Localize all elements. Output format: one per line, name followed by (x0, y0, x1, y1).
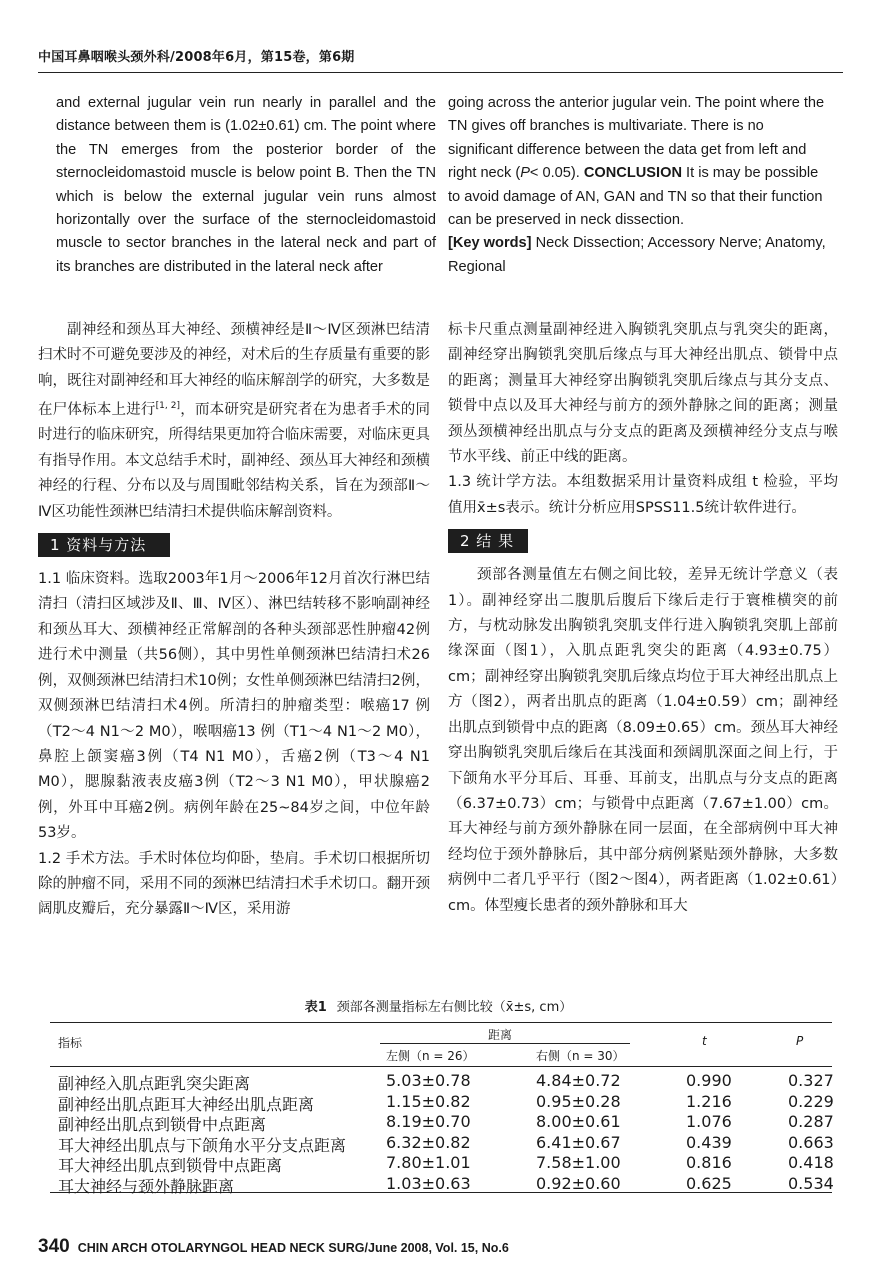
abstract-en-text: going across the anterior jugular vein. The point where the TN gives off branches is multivariate. There is no significant difference between the data get from left and right neck ( (448, 95, 825, 182)
table-header-left: 左侧（n = 26） (386, 1049, 475, 1063)
table-header-right: 右侧（n = 30） (536, 1049, 625, 1063)
table-group-rule (380, 1043, 630, 1044)
running-header: 中国耳鼻咽喉头颈外科/2008年6月，第15卷，第6期 (38, 50, 355, 65)
table-cell-left: 6.32±0.82 (386, 1132, 471, 1152)
keywords-line (448, 232, 828, 279)
table-cell-p: 0.327 (788, 1071, 834, 1090)
body-left-column (38, 318, 430, 923)
table-header-group: 距离 (488, 1028, 513, 1042)
abstract-en-left: and external jugular vein run nearly in parallel and the distance between them is (1.02±0.61) cm. The point where the TN emerges from the posterior border of the sternocleidomastoid muscle is below point B. Then the TN which is below the external jugular vein runs almost horizontally over the surface of the sternocleidomastoid muscle to sector branches in the lateral neck and part of its branches are distributed in the lateral neck after (56, 95, 436, 275)
table-cell-right: 0.95±0.28 (536, 1091, 621, 1111)
p-symbol: P (520, 165, 530, 182)
journal-citation: CHIN ARCH OTOLARYNGOL HEAD NECK SURG/June 2008, Vol. 15, No.6 (77, 1241, 509, 1255)
section-2-heading: 2 结 果 (448, 529, 528, 553)
table-cell-t: 1.076 (686, 1112, 732, 1131)
section-1-2-cont: 标卡尺重点测量副神经进入胸锁乳突肌点与乳突尖的距离，副神经穿出胸锁乳突肌后缘点与耳大神经出肌点、锁骨中点的距离；测量耳大神经穿出胸锁乳突肌后缘点与其分支点、锁骨中点以及耳大神经与前方的颈外静脉之间的距离；测量颈丛颈横神经出肌点与分支点的距离及颈横神经分支点与喉节水平线、前正中线的距离。 (448, 322, 838, 466)
table-cell-name: 耳大神经出肌点到锁骨中点距离 (58, 1156, 283, 1175)
table-cell-name: 副神经出肌点距耳大神经出肌点距离 (58, 1094, 315, 1114)
body-right-column (448, 318, 838, 919)
table-cell-p: 0.663 (788, 1132, 834, 1152)
table-cell-t: 0.990 (686, 1071, 732, 1090)
table-cell-t: 1.216 (686, 1091, 732, 1111)
table-cell-name: 耳大神经出肌点与下颌角水平分支点距离 (58, 1135, 347, 1155)
table-caption (0, 996, 877, 1015)
table-cell-right: 8.00±0.61 (536, 1112, 621, 1131)
table-cell-name: 副神经入肌点距乳突尖距离 (58, 1074, 251, 1093)
table-cell-left: 5.03±0.78 (386, 1071, 471, 1090)
table-cell-p: 0.534 (788, 1173, 834, 1193)
table-cell-t: 0.439 (686, 1132, 732, 1152)
table-cell-left: 1.03±0.63 (386, 1173, 471, 1193)
conclusion-label: CONCLUSION (583, 165, 682, 182)
section-1-1: 1.1 临床资料。选取2003年1月～2006年12月首次行淋巴结清扫（清扫区域涉及Ⅱ、Ⅲ、Ⅳ区）、淋巴结转移不影响副神经和颈丛耳大、颈横神经正常解剖的各种头颈部恶性肿瘤42例进行术中测量（共56侧），其中男性单侧颈淋巴结清扫术26例，双侧颈淋巴结清扫术10例；女性单侧颈淋巴结清扫2例，双侧颈淋巴结清扫术4例。所清扫的肿瘤类型：喉癌17 例（T2～4 N1～2 M0），喉咽癌13 例（T1～4 N1～2 M0），鼻腔上颌窦癌3例（T4 N1 M0），舌癌2例（T3～4 N1 M0），腮腺黏液表皮癌3例（T2～3 N1 M0），甲状腺癌2例，外耳中耳癌2例。病例年龄在25~84岁之间，中位年龄53岁。 (38, 571, 430, 842)
table-cell-right: 4.84±0.72 (536, 1071, 621, 1090)
table-top-rule (50, 1022, 832, 1023)
table-label: 表1 (304, 1000, 327, 1015)
table-cell-t: 0.816 (686, 1153, 732, 1172)
table-row (50, 1153, 832, 1174)
table-cell-right: 7.58±1.00 (536, 1153, 621, 1172)
table-cell-p: 0.229 (788, 1091, 834, 1111)
conclusion-text: It is may be possible to avoid damage of AN, GAN and TN so that their function can be preserved in neck dissection. (448, 165, 823, 229)
table-cell-name: 副神经出肌点到锁骨中点距离 (58, 1115, 267, 1134)
intro-paragraph (38, 318, 430, 525)
keywords-label: [Key words] (448, 235, 532, 252)
table-caption-text: 颈部各测量指标左右侧比较（x̄±s, cm） (336, 1000, 573, 1015)
table-cell-right: 0.92±0.60 (536, 1173, 621, 1193)
table-header-p: P (796, 1034, 804, 1048)
table-row (50, 1092, 832, 1113)
table-cell-left: 1.15±0.82 (386, 1091, 471, 1111)
intro-text: 副神经和颈丛耳大神经、颈横神经是Ⅱ～Ⅳ区颈淋巴结清扫术时不可避免要涉及的神经，对术后的生存质量有重要的影响，既往对副神经和耳大神经的临床解剖学的研究，大多数是在尸体标本上进行 (38, 322, 430, 419)
table-row (50, 1112, 832, 1133)
table-cell-p: 0.418 (788, 1153, 834, 1172)
section-1-heading: 1 资料与方法 (38, 533, 170, 557)
table-row (50, 1071, 832, 1092)
intro-text: ，而本研究是研究者在为患者手术的同时进行的临床研究，所得结果更加符合临床需要，对临床更具有指导作用。本文总结手术时，副神经、颈丛耳大神经和颈横神经的行程、分布以及与周围毗邻结构关系，旨在为颈部Ⅱ～Ⅳ区功能性颈淋巴结清扫术提供临床解剖资料。 (38, 402, 431, 520)
header-rule (38, 72, 843, 73)
table-row (50, 1174, 832, 1195)
abstract-en-right-paragraph (448, 92, 828, 232)
section-1-3: 1.3 统计学方法。本组数据采用计量资料成组 t 检验，平均值用x̄±s表示。统计分析应用SPSS11.5统计软件进行。 (448, 474, 838, 516)
abstract-en-text: < 0.05). (529, 165, 584, 182)
table-header-index: 指标 (58, 1036, 83, 1050)
page-number: 340 (38, 1236, 70, 1257)
table-cell-t: 0.625 (686, 1173, 732, 1193)
running-footer (38, 1236, 509, 1258)
abstract-en-right (448, 92, 828, 279)
table-cell-left: 8.19±0.70 (386, 1112, 471, 1131)
table-header-rule (50, 1066, 832, 1067)
table-cell-left: 7.80±1.01 (386, 1153, 471, 1172)
section-2-paragraph: 颈部各测量值左右侧之间比较，差异无统计学意义（表1）。副神经穿出二腹肌后腹后下缘后走行于寰椎横突的前方，与枕动脉发出胸锁乳突肌支伴行进入胸锁乳突肌上部前缘深面（图1），入肌点距乳突尖的距离（4.93±0.75）cm；副神经穿出胸锁乳突肌后缘点均位于耳大神经出肌点上方（图2），两者出肌点的距离（1.04±0.59）cm；副神经出肌点到锁骨中点的距离（8.09±0.65）cm。颈丛耳大神经穿出胸锁乳突肌后缘后在其浅面和颈阔肌深面之间上行，于下颌角水平分耳后、耳垂、耳前支，出肌点与分支点的距离（6.37±0.73）cm；与锁骨中点距离（7.67±1.00）cm。耳大神经与前方颈外静脉在同一层面，在全部病例中耳大神经均位于颈外静脉后，其中部分病例紧贴颈外静脉，大多数病例中二者几乎平行（图2～图4），两者距离（1.02±0.61）cm。体型瘦长患者的颈外静脉和耳大 (448, 567, 838, 914)
table-row (50, 1133, 832, 1154)
table-cell-p: 0.287 (788, 1112, 834, 1131)
citation: [1, 2] (155, 401, 181, 412)
table-cell-right: 6.41±0.67 (536, 1132, 621, 1152)
table-cell-name: 耳大神经与颈外静脉距离 (58, 1176, 235, 1196)
table-header-t: t (702, 1034, 707, 1048)
section-1-2: 1.2 手术方法。手术时体位均仰卧，垫肩。手术切口根据所切除的肿瘤不同，采用不同的颈淋巴结清扫术手术切口。翻开颈阔肌皮瓣后，充分暴露Ⅱ～Ⅳ区，采用游 (38, 850, 430, 918)
keywords-text: Neck Dissection; Accessory Nerve; Anatomy, Regional (448, 235, 826, 275)
